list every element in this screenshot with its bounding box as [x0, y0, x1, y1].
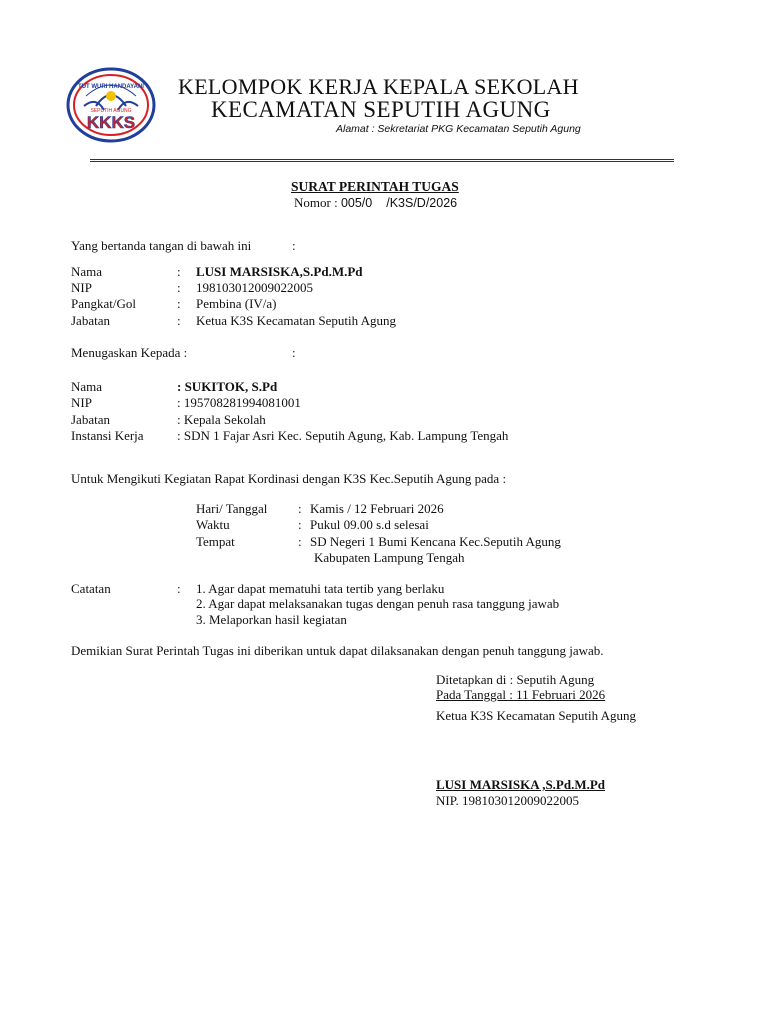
event-colon: : [298, 534, 302, 549]
event-label: Waktu [196, 517, 230, 532]
assignee-label: NIP [71, 395, 92, 410]
signer-label: Nama [71, 264, 103, 279]
org-address: Alamat : Sekretariat PKG Kecamatan Seputih Agung [336, 123, 581, 135]
intro-text: Yang bertanda tangan di bawah ini [71, 238, 252, 253]
number-part2: /K3S/D/2026 [386, 196, 458, 210]
signer-colon: : [177, 296, 181, 311]
header-rule-thin [90, 161, 674, 162]
assignee-value: : SDN 1 Fajar Asri Kec. Seputih Agung, Kab. Lampung Tengah [177, 428, 509, 443]
closing-text: Demikian Surat Perintah Tugas ini diberikan untuk dapat dilaksanakan dengan penuh tanggung jawab. [71, 643, 604, 658]
assignee-value: : Kepala Sekolah [177, 412, 266, 427]
kkks-logo [66, 66, 156, 144]
signature-nip: NIP. 198103012009022005 [436, 793, 580, 808]
signer-label: Pangkat/Gol [71, 296, 136, 311]
purpose-text: Untuk Mengikuti Kegiatan Rapat Kordinasi dengan K3S Kec.Seputih Agung pada : [71, 471, 507, 486]
notes-label: Catatan [71, 581, 111, 596]
signature-position: Ketua K3S Kecamatan Seputih Agung [436, 708, 637, 723]
event-colon: : [298, 501, 302, 516]
event-value: SD Negeri 1 Bumi Kencana Kec.Seputih Agung [310, 534, 561, 549]
event-value: Pukul 09.00 s.d selesai [310, 517, 429, 532]
note-item: 2. Agar dapat melaksanakan tugas dengan penuh rasa tanggung jawab [196, 596, 560, 611]
intro-colon: : [292, 238, 296, 253]
signer-label: Jabatan [71, 313, 110, 328]
org-name-line1: KELOMPOK KERJA KEPALA SEKOLAH [178, 74, 579, 99]
signer-value: 198103012009022005 [196, 280, 313, 295]
signer-colon: : [177, 313, 181, 328]
header-rule [90, 159, 674, 160]
event-value: Kamis / 12 Februari 2026 [310, 501, 444, 516]
assignee-label: Instansi Kerja [71, 428, 144, 443]
signer-value: LUSI MARSISKA,S.Pd.M.Pd [196, 264, 363, 279]
signer-value: Pembina (IV/a) [196, 296, 277, 311]
letter-number [294, 195, 457, 211]
notes-colon: : [177, 581, 181, 596]
assignee-label: Nama [71, 379, 103, 394]
assignee-label: Jabatan [71, 412, 110, 427]
event-label: Hari/ Tanggal [196, 501, 268, 516]
signer-colon: : [177, 264, 181, 279]
signer-label: NIP [71, 280, 92, 295]
number-label: Nomor : [294, 195, 338, 210]
signature-place: Ditetapkan di : Seputih Agung [436, 672, 595, 687]
event-colon: : [298, 517, 302, 532]
signature-name: LUSI MARSISKA ,S.Pd.M.Pd [436, 777, 606, 792]
logo-arc-text: TUT WURI HANDAYANI [78, 84, 144, 90]
signer-colon: : [177, 280, 181, 295]
assignee-value: : SUKITOK, S.Pd [177, 379, 278, 394]
note-item: 1. Agar dapat mematuhi tata tertib yang berlaku [196, 581, 445, 596]
logo-letters: KKKS [86, 113, 136, 132]
org-name-line2: KECAMATAN SEPUTIH AGUNG [211, 97, 551, 122]
number-part1: 005/0 [340, 196, 373, 210]
event-label: Tempat [196, 534, 235, 549]
letter-title: SURAT PERINTAH TUGAS [291, 179, 459, 194]
logo-subtitle: SEPUTIH AGUNG [90, 108, 132, 114]
signature-date: Pada Tanggal : 11 Februari 2026 [436, 687, 606, 702]
signer-value: Ketua K3S Kecamatan Seputih Agung [196, 313, 397, 328]
event-place-line2: Kabupaten Lampung Tengah [314, 550, 465, 565]
assign-colon: : [292, 345, 296, 360]
assign-label: Menugaskan Kepada : [71, 345, 188, 360]
note-item: 3. Melaporkan hasil kegiatan [196, 612, 347, 627]
assignee-value: : 195708281994081001 [177, 395, 301, 410]
